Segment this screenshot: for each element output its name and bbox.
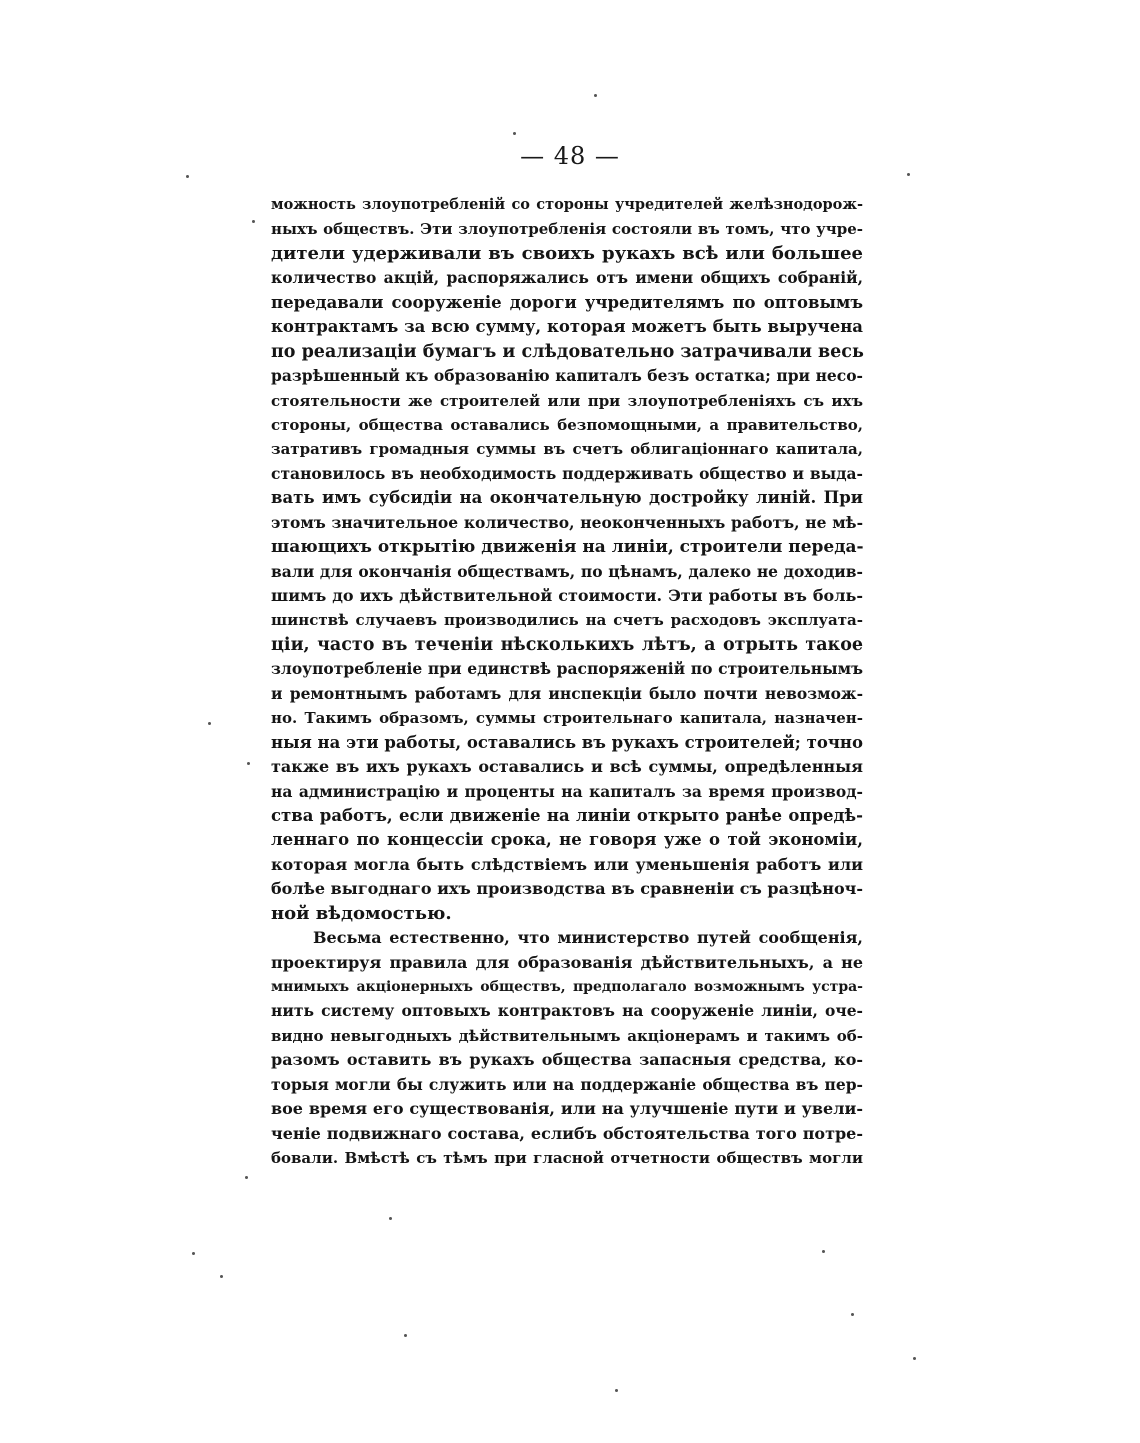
text-line: можность злоупотребленій со стороны учредителей желѣзнодорож- [271,196,863,213]
text-line: вать имъ субсидіи на окончательную достройку линій. При [271,488,863,508]
text-line: мнимыхъ акціонерныхъ обществъ, предполагало возможнымъ устра- [271,979,863,995]
text-line: вали для окончанія обществамъ, по цѣнамъ, далеко не доходив- [271,561,863,581]
text-line: контрактамъ за всю сумму, которая можетъ быть выручена [271,317,863,337]
text-line: разомъ оставить въ рукахъ общества запасныя средства, ко- [271,1050,863,1070]
scan-speck [186,175,189,178]
text-line: стороны, общества оставались безпомощными, а правительство, [271,415,863,434]
text-line: на администрацію и проценты на капиталъ за время производ- [271,781,863,801]
scan-speck [247,762,250,765]
text-line: бовали. Вмѣстѣ съ тѣмъ при гласной отчетности обществъ могли [271,1149,863,1168]
text-line: количество акцій, распоряжались отъ имени общихъ собраній, [271,268,863,288]
text-line: стоятельности же строителей или при злоупотребленіяхъ съ ихъ [271,391,863,410]
text-line: разрѣшенный къ образованію капиталъ безъ остатка; при несо- [271,366,863,386]
text-line: по реализаціи бумагъ и слѣдовательно затрачивали весь [271,341,864,362]
text-line: затративъ громадныя суммы въ счетъ облигаціоннаго капитала, [271,440,863,459]
text-line: видно невыгодныхъ дѣйствительнымъ акціонерамъ и такимъ об- [271,1026,863,1045]
text-line: становилось въ необходимость поддерживать общество и выда- [271,463,863,483]
text-line: торыя могли бы служить или на поддержаніе общества въ пер- [271,1074,863,1094]
text-line: дители удерживали въ своихъ рукахъ всѣ или большее [271,242,863,264]
text-line: леннаго по концессіи срока, не говоря уже о той экономіи, [271,830,863,850]
text-line: передавали сооруженіе дороги учредителямъ по оптовымъ [271,292,863,312]
scan-speck [192,1252,195,1255]
page-number: — 48 — [520,142,620,170]
scan-speck [615,1389,618,1392]
text-line: болѣе выгоднаго ихъ производства въ сравненіи съ разцѣноч- [271,879,863,899]
text-line: ченіе подвижнаго состава, еслибъ обстоятельства того потре- [271,1123,863,1143]
text-line: но. Такимъ образомъ, суммы строительнаго капитала, назначен- [271,709,863,728]
text-line: шимъ до ихъ дѣйствительной стоимости. Эти работы въ боль- [271,586,863,605]
text-line: также въ ихъ рукахъ оставались и всѣ суммы, опредѣленныя [271,757,863,777]
text-line: шающихъ открытію движенія на линіи, строители переда- [271,537,864,558]
body-text [271,193,863,1171]
text-line: и ремонтнымъ работамъ для инспекціи было почти невозмож- [271,683,863,703]
scan-speck [220,1275,223,1278]
text-line: проектируя правила для образованія дѣйствительныхъ, а не [271,952,863,972]
text-line: злоупотребленіе при единствѣ распоряженій по строительнымъ [271,659,863,679]
text-line: нить систему оптовыхъ контрактовъ на сооруженіе линіи, оче- [271,1001,863,1021]
paragraph-end-line: ной вѣдомостью. [271,902,452,924]
scan-speck [245,1176,248,1179]
text-line: ства работъ, если движеніе на линіи открыто ранѣе опредѣ- [271,805,863,825]
text-line: ныя на эти работы, оставались въ рукахъ строителей; точно [271,732,863,752]
paragraph-start-line: Весьма естественно, что министерство путей сообщенія, [313,928,863,948]
text-line: которая могла быть слѣдствіемъ или уменьшенія работъ или [271,854,863,874]
scan-speck [851,1313,854,1316]
scan-speck [907,173,910,176]
scan-speck [594,94,597,97]
scan-speck [404,1334,407,1337]
text-line: этомъ значительное количество, неоконченныхъ работъ, не мѣ- [271,512,863,532]
scan-speck [389,1217,392,1220]
text-line: ціи, часто въ теченіи нѣсколькихъ лѣтъ, а отрыть такое [271,634,863,655]
scan-speck [513,132,516,135]
scan-speck [822,1250,825,1253]
text-line: шинствѣ случаевъ производились на счетъ расходовъ эксплуата- [271,611,863,630]
text-line: ныхъ обществъ. Эти злоупотребленія состояли въ томъ, что учре- [271,220,863,239]
scan-speck [913,1357,916,1360]
scan-speck [252,220,255,223]
scan-speck [208,722,211,725]
text-line: вое время его существованія, или на улучшеніе пути и увели- [271,1099,863,1119]
